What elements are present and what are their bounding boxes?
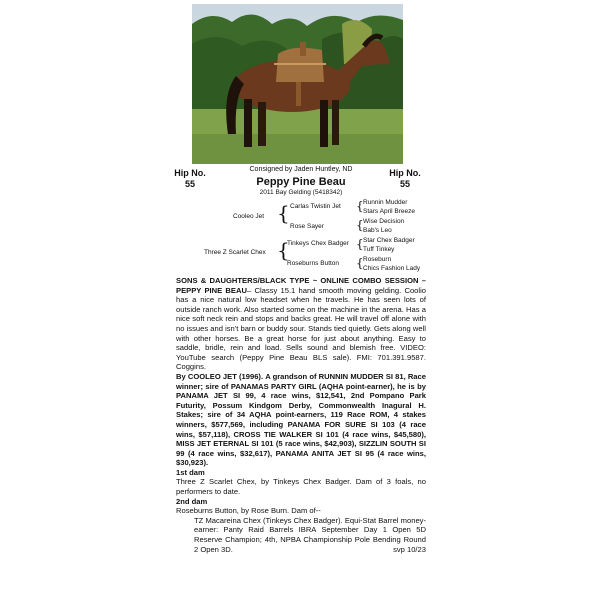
hip-label: Hip No. bbox=[389, 168, 421, 178]
sire-dam-dam: Bab's Leo bbox=[363, 227, 392, 234]
hip-label: Hip No. bbox=[174, 168, 206, 178]
sire-dam-sire: Wise Decision bbox=[363, 218, 405, 225]
sire-sire-dam: Stars April Breeze bbox=[363, 208, 416, 215]
description-body: – Classy 15.1 hand smooth moving gelding. Coolio has a nice natural low headset when he travels. He has seen lots of outside ranch work. Also started some on the machine in the arena. Has a nice soft neck rein and stops and backs great. He will travel off alone with no issues and isn't barn or buddy sour. Stands tied quietly. Gets along well with other horses. Be a great horse for just about anything. Easy to saddle, bridle, rein and load. Sells sound and blemish free. VIDEO: YouTube search (Peppy Pine Beau BLS sale). FMI: 701.391.9587. Coggins. bbox=[176, 285, 426, 372]
brace: { bbox=[277, 238, 290, 262]
description-block bbox=[176, 276, 426, 554]
hip-value: 55 bbox=[184, 179, 195, 189]
dam-dam-sire: Roseburn bbox=[363, 256, 392, 263]
dam-sire: Tinkeys Chex Badger bbox=[287, 240, 349, 247]
catalog-page bbox=[176, 0, 426, 600]
brace: { bbox=[356, 256, 364, 270]
sire-sire-sire: Runnin Mudder bbox=[363, 199, 408, 206]
sire-dam: Rose Sayer bbox=[290, 223, 324, 230]
sire-paragraph-body: A grandson of RUNNIN MUDDER SI 81, Race winner; sire of PANAMAS PARTY GIRL (AQHA point-earner), he is by PANAMA JET SI 99, 4 race wins, $12,541, 2nd Pompano Park Futurity, Possum Kindgom Derby, Commonwealth Inagural H. Stakes; sire of 34 AQHA point-earners, 119 Race ROM, 4 stakes winners, $577,569, including PANAMA FOR SURE SI 103 (4 race wins, $57,118), CROSS TIE WALKER SI 101 (4 race wins, $45,580), MISS JET ETERNAL SI 101 (5 race wins, $42,903), SIZZLIN SOUTH SI 99 (4 race wins, $32,617), PANAMA ANITA JET SI 95 (4 race wins, $30,923). bbox=[176, 371, 426, 468]
brace: { bbox=[277, 201, 290, 225]
horse-name: Peppy Pine Beau bbox=[256, 176, 346, 188]
second-dam-heading: 2nd dam bbox=[176, 496, 208, 506]
consignor: Consigned by Jaden Huntley, ND bbox=[249, 166, 353, 173]
produce-text: TZ Macareina Chex (Tinkeys Chex Badger). Equi-Stat Barrel money-earner: Panty Raid Barrels IBRA September Day 1 Open 5D Reserve Champion; 4th, NPBA Championship Pole Bending Round 2 Open 3D. bbox=[194, 515, 426, 554]
sire-sire: Carlas Twistin Jet bbox=[290, 203, 341, 210]
description-lead: SONS & DAUGHTERS/BLACK TYPE ~ ONLINE COMBO SESSION – PEPPY PINE BEAU bbox=[176, 276, 426, 295]
horse-photo bbox=[192, 4, 403, 164]
first-dam-text: Three Z Scarlet Chex, by Tinkeys Chex Badger. Dam of 3 foals, no performers to date. bbox=[176, 477, 426, 497]
description-paragraph bbox=[176, 276, 426, 372]
second-dam-produce bbox=[176, 516, 426, 554]
brace: { bbox=[356, 218, 364, 232]
dam-dam-dam: Chics Fashion Lady bbox=[363, 265, 421, 272]
hip-value: 55 bbox=[399, 179, 410, 189]
brace: { bbox=[356, 199, 364, 213]
dam-dam: Roseburns Button bbox=[287, 260, 340, 267]
first-dam-heading: 1st dam bbox=[176, 467, 205, 477]
horse-description: 2011 Bay Gelding (5418342) bbox=[259, 189, 343, 196]
brace: { bbox=[356, 237, 364, 251]
sire-paragraph-lead: By COOLEO JET (1996). bbox=[176, 371, 264, 381]
sire: Cooleo Jet bbox=[233, 213, 265, 220]
sire-paragraph bbox=[176, 372, 426, 468]
second-dam-text: Roseburns Button, by Rose Burn. Dam of-- bbox=[176, 506, 321, 516]
dam-sire-sire: Star Chex Badger bbox=[363, 237, 415, 244]
catalog-code: svp 10/23 bbox=[393, 544, 426, 554]
dam-sire-dam: Tuff Tinkey bbox=[363, 246, 395, 253]
dam: Three Z Scarlet Chex bbox=[204, 249, 266, 256]
